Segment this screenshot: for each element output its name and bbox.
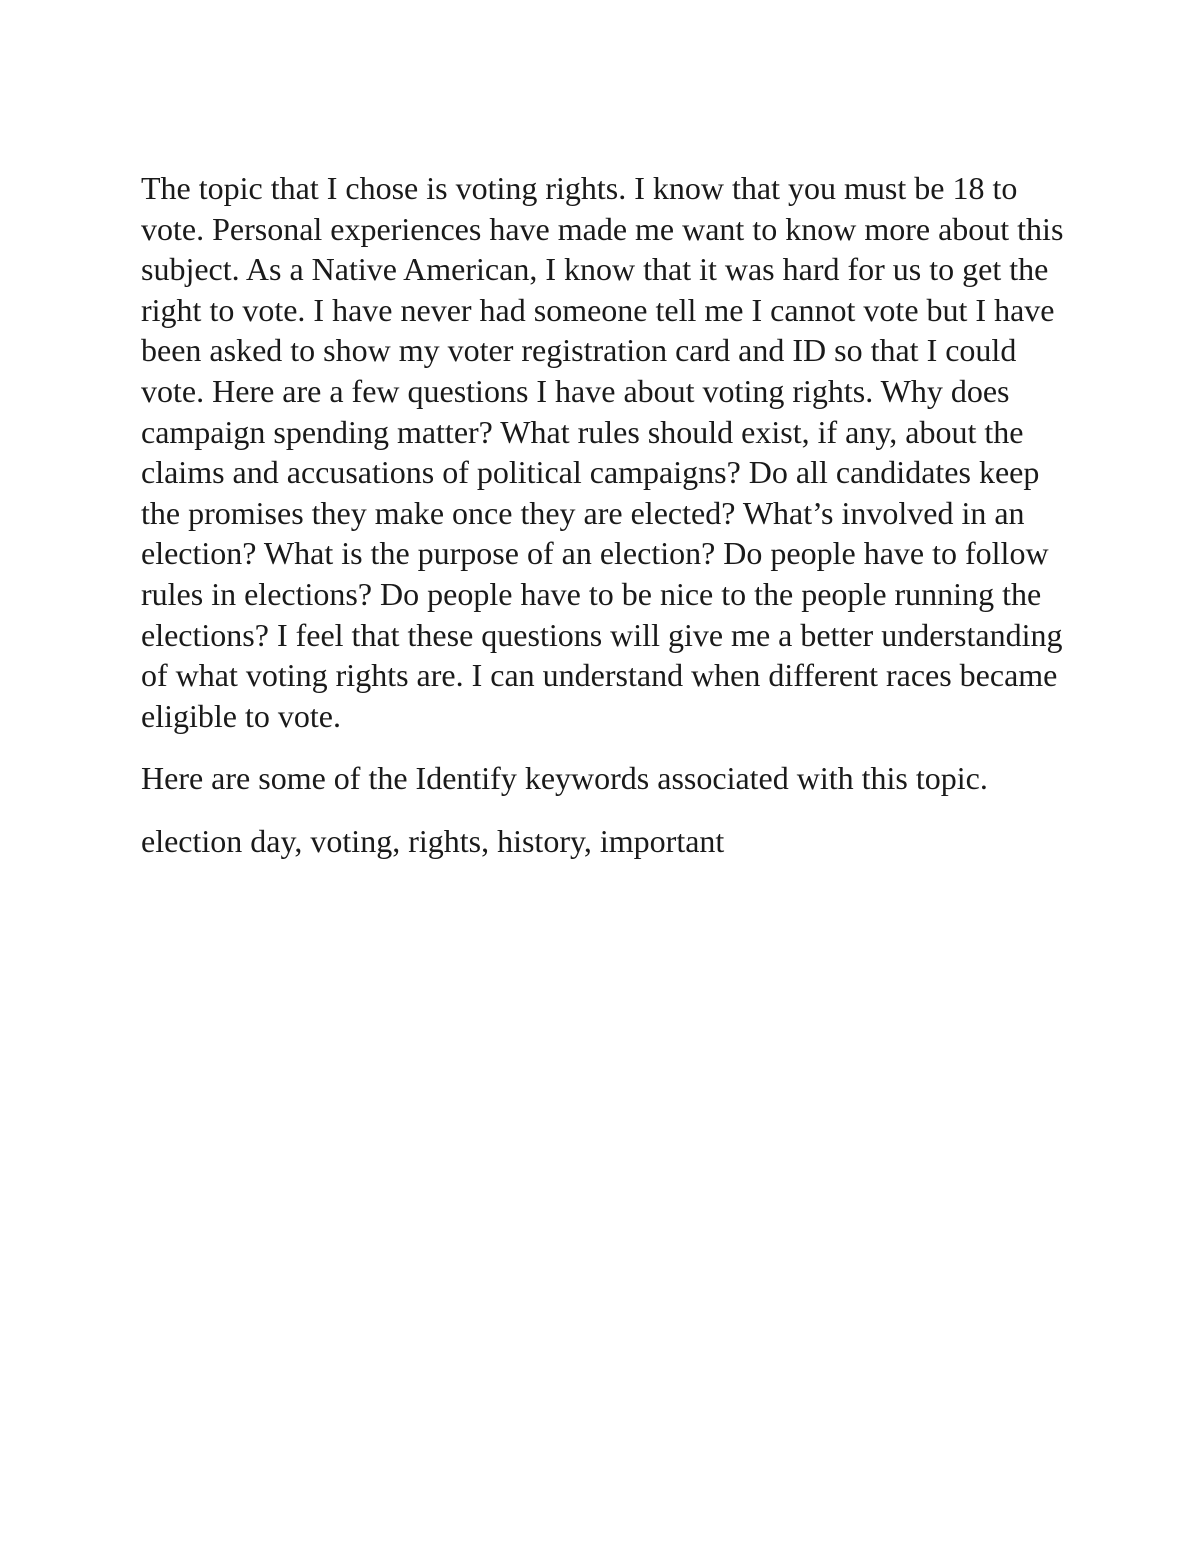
keywords-list: election day, voting, rights, history, important <box>141 822 725 859</box>
keywords-intro-paragraph: Here are some of the Identify keywords associated with this topic. <box>141 760 988 797</box>
document-content <box>141 168 1071 862</box>
body-paragraph: The topic that I chose is voting rights. I know that you must be 18 to vote. Personal experiences have made me want to know more about this subject. As a Native American, I know that it was hard for us to get the right to vote. I have never had someone tell me I cannot vote but I have been asked to show my voter registration card and ID so that I could vote. Here are a few questions I have about voting rights. Why does campaign spending matter? What rules should exist, if any, about the claims and accusations of political campaigns? Do all candidates keep the promises they make once they are elected? What’s involved in an election? What is the purpose of an election? Do people have to follow rules in elections? Do people have to be nice to the people running the elections? I feel that these questions will give me a better understanding of what voting rights are. I can understand when different races became eligible to vote. <box>141 170 1064 734</box>
